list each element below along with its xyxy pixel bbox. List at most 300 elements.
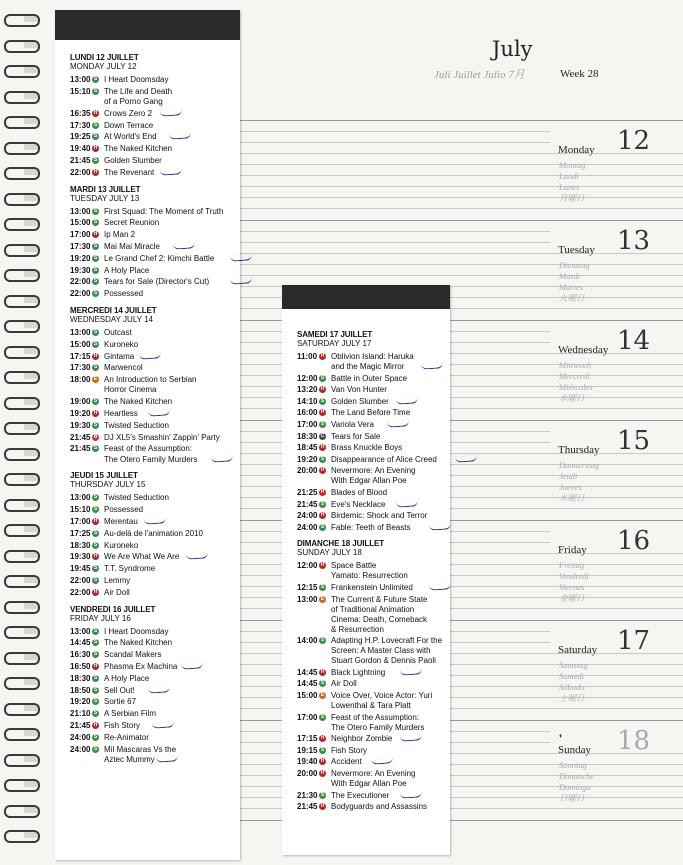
screening-time: 19:25 xyxy=(70,132,91,142)
screening-time: 12:15 xyxy=(297,583,318,592)
handwritten-check-mark xyxy=(139,352,161,360)
schedule-entry xyxy=(70,433,235,443)
screening-time: 19:30 xyxy=(70,552,91,562)
film-title: Down Terrace xyxy=(104,120,154,130)
venue-badge-icon: H xyxy=(320,562,325,569)
film-title: The Otero Family Murders xyxy=(104,454,198,464)
film-title: & Resurrection xyxy=(331,624,384,634)
day-number: 13 xyxy=(617,226,651,256)
screening-time: 21:10 xyxy=(70,709,91,719)
ring xyxy=(0,295,40,307)
ring-loop xyxy=(4,269,40,282)
film-title: Sortie 67 xyxy=(104,697,137,707)
film-title: T.T. Syndrome xyxy=(104,564,156,574)
handwritten-check-mark xyxy=(429,523,451,531)
ruled-line xyxy=(240,231,550,232)
venue-badge-icon: H xyxy=(93,410,98,416)
film-title: Fable: Teeth of Beasts xyxy=(331,522,411,532)
film-title: Secret Reunion xyxy=(104,218,160,228)
film-title: Eve's Necklace xyxy=(331,499,386,509)
venue-badge-icon: H xyxy=(93,663,98,669)
ring-loop xyxy=(4,244,40,257)
ring xyxy=(0,728,40,740)
screening-time: 13:00 xyxy=(70,75,91,84)
day-translation: 水曜日 xyxy=(559,393,585,403)
handwritten-check-mark xyxy=(400,734,422,742)
schedule-entry xyxy=(297,466,447,486)
film-title: Air Doll xyxy=(331,679,357,689)
ring xyxy=(0,244,40,256)
schedule-entry xyxy=(70,686,235,696)
venue-badge-icon: S xyxy=(93,278,98,285)
film-title: Mil Mascaras Vs the xyxy=(104,744,177,754)
screening-time: 14:45 xyxy=(297,679,318,689)
screening-time: 13:00 xyxy=(70,626,91,636)
venue-badge-icon: H xyxy=(320,512,325,519)
ring-loop xyxy=(4,652,40,665)
venue-badge-icon: C xyxy=(320,432,325,439)
schedule-entry xyxy=(70,340,235,350)
schedule-day-heading: SAMEDI 17 JUILLET xyxy=(297,330,373,339)
screening-time: 21:45 xyxy=(297,499,318,509)
ring xyxy=(0,473,40,485)
film-title: Black Lightning xyxy=(331,667,386,677)
ring xyxy=(0,371,40,383)
venue-badge-icon: H xyxy=(93,109,98,116)
ring-loop xyxy=(4,397,40,410)
screening-time: 18:30 xyxy=(297,431,318,441)
schedule-entry xyxy=(297,352,447,372)
screening-time: 16:00 xyxy=(297,408,318,418)
screening-time: 22:00 xyxy=(70,576,91,585)
venue-badge-icon: S xyxy=(320,637,325,644)
schedule-entry xyxy=(70,529,235,539)
film-title: The Life and Death xyxy=(104,86,173,96)
handwritten-check-mark xyxy=(160,109,182,117)
schedule-entry xyxy=(70,132,235,142)
venue-badge-icon: H xyxy=(320,444,325,451)
handwritten-check-mark xyxy=(429,583,451,591)
day-number: 14 xyxy=(617,326,651,356)
venue-badge-icon: H xyxy=(320,668,325,675)
schedule-entry xyxy=(297,397,447,407)
film-title: Crows Zero 2 xyxy=(104,108,153,118)
schedule-entry xyxy=(70,375,235,395)
ring-loop xyxy=(4,295,40,308)
venue-badge-icon: H xyxy=(320,353,325,359)
handwritten-check-mark xyxy=(148,686,170,694)
ring xyxy=(0,65,40,77)
day-translation: Mercredi xyxy=(559,371,590,381)
schedule-entry xyxy=(70,650,235,660)
handwritten-check-mark xyxy=(211,455,233,463)
venue-badge-icon: S xyxy=(93,674,98,681)
screening-time: 15:10 xyxy=(70,86,91,96)
screening-time: 14:45 xyxy=(70,638,91,648)
schedule-day-subheading: MONDAY JULY 12 xyxy=(70,62,137,71)
screening-time: 18:45 xyxy=(297,443,318,453)
schedule-entry xyxy=(297,432,447,442)
day-name: Friday xyxy=(558,544,587,556)
screening-time: 18:30 xyxy=(70,540,91,550)
screening-time: 17:00 xyxy=(70,517,91,526)
film-title: Neighbor Zombie xyxy=(331,734,393,744)
ruled-line xyxy=(240,131,550,132)
film-title: Fish Story xyxy=(104,721,141,730)
ring-loop xyxy=(4,677,40,690)
film-title: Nevermore: An Evening xyxy=(331,466,416,476)
film-title: Screen: A Master Class with xyxy=(331,646,431,656)
day-name: Tuesday xyxy=(558,244,595,256)
ring xyxy=(0,193,40,205)
film-title: First Squad: The Moment of Truth xyxy=(104,206,224,216)
screening-time: 21:45 xyxy=(70,721,91,730)
film-title: A Holy Place xyxy=(104,265,150,275)
sheet-header-bar xyxy=(55,10,240,40)
schedule-entry xyxy=(297,511,447,521)
schedule-entry xyxy=(297,500,447,510)
handwritten-check-mark xyxy=(387,420,409,428)
screening-time: 17:00 xyxy=(297,712,318,722)
handwritten-check-mark xyxy=(152,721,174,729)
schedule-day-heading: DIMANCHE 18 JUILLET xyxy=(297,539,384,549)
schedule-entry xyxy=(297,734,447,744)
ring xyxy=(0,703,40,715)
venue-badge-icon: S xyxy=(93,157,98,163)
schedule-day-subheading: SATURDAY JULY 17 xyxy=(297,339,372,348)
film-title: Variola Vera xyxy=(331,420,374,429)
handwritten-check-mark xyxy=(421,362,443,370)
schedule-entry xyxy=(70,588,235,598)
day-name: Thursday xyxy=(558,444,600,456)
screening-time: 15:00 xyxy=(70,218,91,228)
day-translation: Dienstag xyxy=(559,260,590,270)
screening-time: 16:50 xyxy=(70,662,91,671)
venue-badge-icon: S xyxy=(93,541,98,548)
film-title: We Are What We Are xyxy=(104,552,180,562)
venue-badge-icon: S xyxy=(93,219,98,226)
screening-time: 19:20 xyxy=(70,253,91,263)
venue-badge-icon: S xyxy=(93,494,98,501)
ring xyxy=(0,320,40,332)
ring-loop xyxy=(4,550,40,563)
ring-loop xyxy=(4,830,40,843)
screening-time: 13:00 xyxy=(297,594,318,604)
film-title: Space Battle xyxy=(331,561,377,571)
ring-loop xyxy=(4,65,40,78)
day-number: 12 xyxy=(617,126,651,156)
film-title: With Edgar Allan Poe xyxy=(331,779,407,788)
screening-time: 22:00 xyxy=(70,289,91,299)
ring-loop xyxy=(4,167,40,180)
schedule-day-heading: MERCREDI 14 JUILLET xyxy=(70,306,157,315)
screening-time: 18:30 xyxy=(70,673,91,683)
ring-loop xyxy=(4,218,40,231)
film-title: Twisted Seduction xyxy=(104,420,169,430)
screening-time: 17:30 xyxy=(70,242,91,251)
film-title: Feast of the Assumption: xyxy=(104,444,193,454)
screening-time: 13:00 xyxy=(70,206,91,216)
screening-time: 16:35 xyxy=(70,108,91,118)
film-title: Cinema: Death, Comeback xyxy=(331,614,428,624)
film-title: Battle in Outer Space xyxy=(331,373,408,383)
venue-badge-icon: S xyxy=(93,76,98,82)
ruled-line xyxy=(240,142,550,143)
venue-badge-icon: E xyxy=(320,692,325,698)
ring-loop xyxy=(4,626,40,639)
schedule-entry xyxy=(297,679,447,689)
screening-time: 14:00 xyxy=(297,636,318,646)
screening-time: 18:00 xyxy=(70,375,91,385)
handwritten-check-mark xyxy=(173,242,195,250)
screening-time: 17:15 xyxy=(70,351,91,361)
schedule-entry xyxy=(70,277,235,287)
ring-loop xyxy=(4,754,40,767)
schedule-entry xyxy=(70,328,235,338)
film-title: Mai Mai Miracle xyxy=(104,242,161,251)
venue-badge-icon: S xyxy=(93,733,98,740)
screening-time: 19:40 xyxy=(297,757,318,767)
handwritten-check-mark xyxy=(400,668,422,676)
schedule-entry xyxy=(297,420,447,430)
screening-time: 15:00 xyxy=(70,339,91,349)
schedule-entry xyxy=(70,266,235,276)
screening-time: 19:20 xyxy=(297,454,318,464)
day-number: 16 xyxy=(617,526,651,556)
schedule-entry xyxy=(70,505,235,515)
film-title: Au-delà de l'animation 2010 xyxy=(104,528,203,538)
film-title: Frankenstein Unlimited xyxy=(331,583,413,592)
film-title: Birdemic: Shock and Terror xyxy=(331,511,428,521)
film-title: Gintama xyxy=(104,351,135,361)
screening-time: 13:20 xyxy=(297,385,318,395)
film-title: and the Magic Mirror xyxy=(331,362,405,371)
screening-time: 21:45 xyxy=(70,444,91,454)
schedule-entry xyxy=(297,713,447,733)
venue-badge-icon: S xyxy=(93,121,98,128)
schedule-entry xyxy=(70,156,235,166)
film-title: Voice Over, Voice Actor: Yuri xyxy=(331,691,433,700)
schedule-entry xyxy=(297,802,447,812)
handwritten-check-mark xyxy=(148,409,170,417)
venue-badge-icon: H xyxy=(93,722,98,728)
schedule-entry xyxy=(297,691,447,711)
ring xyxy=(0,499,40,511)
ring xyxy=(0,397,40,409)
film-title: The Naked Kitchen xyxy=(104,144,173,154)
venue-badge-icon: S xyxy=(320,746,325,753)
film-title: Blades of Blood xyxy=(331,488,388,497)
day-translation: Montag xyxy=(559,160,586,170)
day-translation: 日曜日 xyxy=(559,793,585,803)
day-translation: Lunes xyxy=(559,182,580,192)
schedule-day-subheading: SUNDAY JULY 18 xyxy=(297,548,362,558)
sheet-header-bar xyxy=(282,285,450,309)
film-title: Disappearance of Alice Creed xyxy=(331,454,437,464)
day-translation: Sábado xyxy=(559,682,585,692)
film-title: Outcast xyxy=(104,328,132,337)
handwritten-check-mark xyxy=(143,517,165,525)
schedule-entry xyxy=(70,230,235,240)
venue-badge-icon: S xyxy=(93,290,98,297)
screening-time: 17:25 xyxy=(70,528,91,538)
film-title: The Naked Kitchen xyxy=(104,397,173,407)
film-title: Brass Knuckle Boys xyxy=(331,443,403,453)
venue-badge-icon: S xyxy=(93,445,98,452)
schedule-entry xyxy=(70,109,235,119)
ring xyxy=(0,142,40,154)
screening-time: 19:30 xyxy=(70,420,91,430)
venue-badge-icon: H xyxy=(320,386,325,393)
schedule-entry xyxy=(70,409,235,419)
month-title: July xyxy=(492,37,533,61)
venue-badge-icon: S xyxy=(93,710,98,717)
venue-badge-icon: S xyxy=(93,627,98,634)
ring xyxy=(0,626,40,638)
screening-time: 22:00 xyxy=(70,167,91,177)
ring-loop xyxy=(4,524,40,537)
schedule-entry xyxy=(297,668,447,678)
schedule-sheet-right xyxy=(282,285,450,855)
handwritten-check-mark xyxy=(185,553,207,561)
ring-loop xyxy=(4,371,40,384)
schedule-entry xyxy=(70,697,235,707)
schedule-entry xyxy=(297,523,447,533)
ring-loop xyxy=(4,499,40,512)
ring-loop xyxy=(4,320,40,333)
venue-badge-icon: H xyxy=(93,553,98,560)
day-name: Wednesday xyxy=(558,344,609,356)
handwritten-check-mark xyxy=(370,758,392,766)
screening-time: 19:20 xyxy=(70,697,91,707)
ring-loop xyxy=(4,448,40,461)
film-title: Lowenthal & Tara Platt xyxy=(331,701,411,710)
ring-loop xyxy=(4,14,40,27)
film-title: Marwencol xyxy=(104,363,143,373)
film-title: Kuroneko xyxy=(104,339,139,349)
ring xyxy=(0,779,40,791)
schedule-entry xyxy=(70,352,235,362)
film-title: Air Doll xyxy=(104,587,130,597)
ring-loop xyxy=(4,728,40,741)
month-translations: Juli Juillet Julio 7月 xyxy=(434,69,525,81)
handwritten-check-mark xyxy=(396,500,418,508)
screening-time: 14:45 xyxy=(297,667,318,677)
venue-badge-icon: H xyxy=(93,168,98,175)
ring xyxy=(0,754,40,766)
venue-badge-icon: H xyxy=(320,735,325,742)
film-title: Possessed xyxy=(104,505,144,515)
ring-loop xyxy=(4,601,40,614)
schedule-entry xyxy=(297,583,447,593)
schedule-day-subheading: TUESDAY JULY 13 xyxy=(70,193,140,203)
film-title: With Edgar Allan Poe xyxy=(331,476,407,486)
venue-badge-icon: S xyxy=(93,565,98,572)
schedule-entry xyxy=(297,746,447,756)
screening-time: 22:00 xyxy=(70,587,91,597)
handwritten-check-mark xyxy=(181,662,203,670)
moon-phase-icon: ◖ xyxy=(558,731,563,740)
ring-loop xyxy=(4,346,40,359)
handwritten-check-mark xyxy=(400,791,422,799)
ring xyxy=(0,830,40,842)
venue-badge-icon: S xyxy=(320,713,325,720)
venue-badge-icon: S xyxy=(320,421,325,427)
film-title: Van Von Hunter xyxy=(331,385,387,395)
schedule-entry xyxy=(297,769,447,789)
day-translation: Sonntag xyxy=(559,760,587,770)
schedule-day-heading: LUNDI 12 JUILLET xyxy=(70,53,139,62)
venue-badge-icon: S xyxy=(93,398,98,405)
film-title: The Current & Future State xyxy=(331,594,428,604)
day-divider xyxy=(240,120,683,121)
venue-badge-icon: S xyxy=(320,523,325,530)
day-translation: 金曜日 xyxy=(559,593,585,603)
venue-badge-icon: S xyxy=(93,506,98,513)
film-title: Yamato: Resurrection xyxy=(331,571,408,581)
film-title: Tears for Sale xyxy=(331,431,381,441)
schedule-entry xyxy=(70,662,235,672)
screening-time: 24:00 xyxy=(70,744,91,754)
schedule-entry xyxy=(70,121,235,131)
venue-badge-icon: H xyxy=(93,352,98,359)
venue-badge-icon: S xyxy=(93,329,98,335)
day-translation: Viernes xyxy=(559,582,585,592)
ring xyxy=(0,524,40,536)
day-translation: Jueves xyxy=(559,482,582,492)
film-title: Scandal Makers xyxy=(104,650,162,660)
film-title: Re-Animator xyxy=(104,732,149,742)
film-title: I Heart Doomsday xyxy=(104,75,169,84)
schedule-entry xyxy=(297,791,447,801)
screening-time: 17:30 xyxy=(70,120,91,130)
day-translation: Donnerstag xyxy=(559,460,600,470)
schedule-entry xyxy=(70,564,235,574)
ring-loop xyxy=(4,91,40,104)
film-title: Heartless xyxy=(104,409,138,418)
screening-time: 17:00 xyxy=(297,420,318,429)
schedule-entry xyxy=(70,397,235,407)
screening-time: 11:00 xyxy=(297,352,318,361)
day-translation: 月曜日 xyxy=(559,193,585,203)
schedule-entry xyxy=(70,709,235,719)
film-title: Golden Slumber xyxy=(331,396,389,406)
day-translation: 火曜日 xyxy=(559,293,585,303)
ring xyxy=(0,448,40,460)
schedule-entry xyxy=(70,87,235,107)
venue-badge-icon: S xyxy=(93,421,98,428)
schedule-entry xyxy=(70,517,235,527)
schedule-entry xyxy=(297,757,447,767)
film-title: Horror Cinema xyxy=(104,385,157,395)
venue-badge-icon: S xyxy=(320,455,325,462)
schedule-entry xyxy=(70,75,235,85)
film-title: A Serbian Film xyxy=(104,709,157,719)
venue-badge-icon: S xyxy=(93,639,98,646)
film-title: of a Porno Gang xyxy=(104,96,163,106)
schedule-entry xyxy=(70,168,235,178)
screening-time: 16:30 xyxy=(70,650,91,660)
venue-badge-icon: H xyxy=(320,770,325,776)
day-translation: Domingo xyxy=(559,782,591,792)
venue-badge-icon: S xyxy=(320,500,325,507)
screening-time: 12:00 xyxy=(297,373,318,383)
venue-badge-icon: E xyxy=(320,595,325,602)
film-title: The Otero Family Murders xyxy=(331,722,425,732)
schedule-entry xyxy=(70,674,235,684)
ring-loop xyxy=(4,142,40,155)
schedule-entry xyxy=(297,443,447,453)
